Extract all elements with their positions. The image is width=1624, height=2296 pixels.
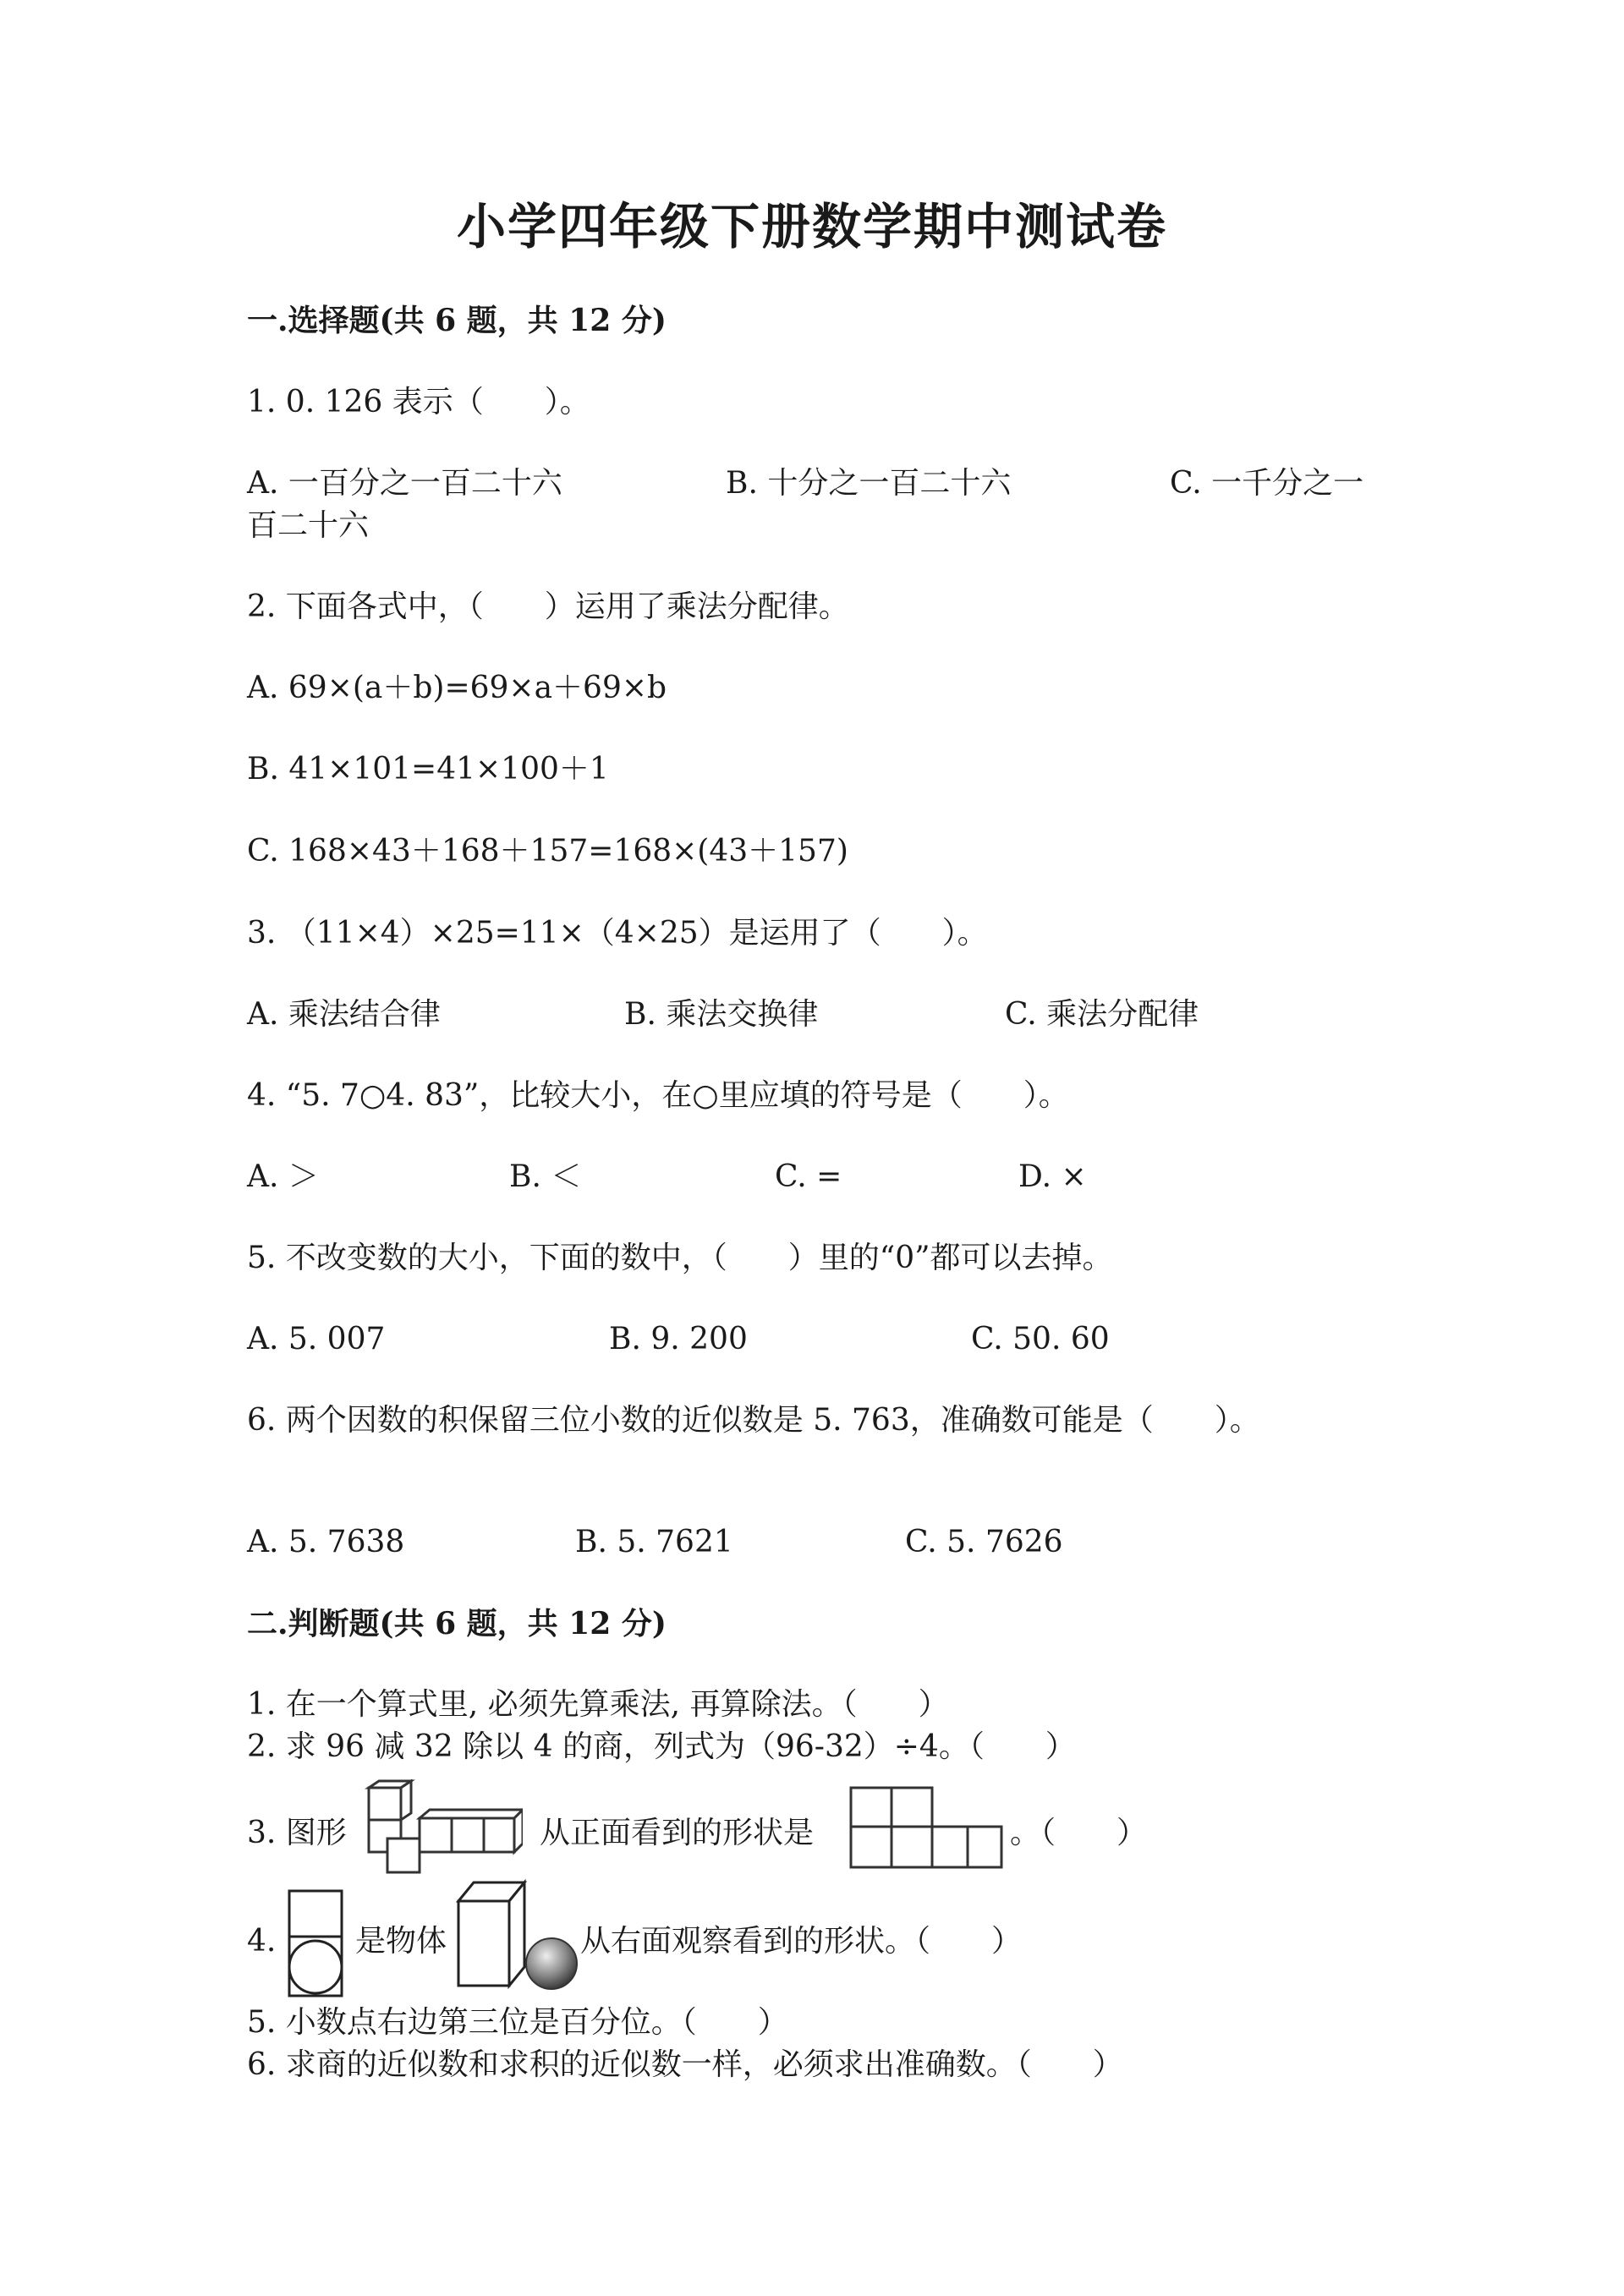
- section-heading-choice: 一.选择题(共 6 题，共 12 分): [247, 303, 667, 338]
- question-5-option-c: C. 50. 60: [971, 1322, 1110, 1356]
- question-6-option-b: B. 5. 7621: [575, 1525, 733, 1559]
- judgement-4-before: 4.: [247, 1924, 277, 1959]
- cube-stack-icon: [360, 1779, 523, 1877]
- judgement-4-after: 从右面观察看到的形状。（ ）: [580, 1924, 1023, 1959]
- question-4-option-c: C. =: [775, 1159, 842, 1194]
- judgement-3-middle: 从正面看到的形状是: [540, 1816, 815, 1850]
- question-2-option-c: C. 168×43＋168＋157=168×(43＋157): [247, 834, 848, 869]
- question-2-stem: 2. 下面各式中，（ ）运用了乘法分配律。: [247, 589, 849, 624]
- question-3-stem: 3. （11×4）×25=11×（4×25）是运用了（ ）。: [247, 916, 988, 951]
- judgement-1: 1. 在一个算式里, 必须先算乘法, 再算除法。（ ）: [247, 1687, 949, 1722]
- prism-and-ball-icon: [453, 1876, 580, 1994]
- question-1-option-c: C. 一千分之一: [1170, 466, 1364, 501]
- question-4-option-b: B. ＜: [509, 1159, 582, 1194]
- question-1-option-b: B. 十分之一百二十六: [726, 466, 1012, 501]
- judgement-3-after: 。（ ）: [1010, 1816, 1148, 1850]
- question-5-option-b: B. 9. 200: [609, 1322, 748, 1356]
- question-6-option-c: C. 5. 7626: [905, 1525, 1063, 1559]
- question-2-option-b: B. 41×101=41×100＋1: [247, 752, 609, 786]
- question-1-option-a: A. 一百分之一百二十六: [247, 466, 562, 501]
- question-6-stem: 6. 两个因数的积保留三位小数的近似数是 5. 763，准确数可能是（ ）。: [247, 1403, 1260, 1438]
- question-3-option-a: A. 乘法结合律: [247, 997, 441, 1032]
- judgement-5: 5. 小数点右边第三位是百分位。（ ）: [247, 2005, 788, 2040]
- question-4-option-a: A. ＞: [247, 1159, 319, 1194]
- question-1-stem: 1. 0. 126 表示（ ）。: [247, 385, 590, 419]
- judgement-2: 2. 求 96 减 32 除以 4 的商，列式为（96-32）÷4。（ ）: [247, 1729, 1076, 1764]
- question-6-option-a: A. 5. 7638: [247, 1525, 405, 1559]
- square-with-circle-icon: [284, 1886, 347, 2001]
- front-view-icon: [846, 1783, 1007, 1874]
- judgement-4-middle: 是物体: [355, 1924, 447, 1959]
- question-4-stem: 4. “5. 7○4. 83”，比较大小，在○里应填的符号是（ ）。: [247, 1078, 1069, 1113]
- question-5-stem: 5. 不改变数的大小，下面的数中，（ ）里的“0”都可以去掉。: [247, 1241, 1113, 1275]
- question-4-option-d: D. ×: [1018, 1159, 1087, 1194]
- question-1-option-c-wrap: 百二十六: [247, 508, 370, 543]
- question-3-option-b: B. 乘法交换律: [624, 997, 819, 1032]
- question-3-option-c: C. 乘法分配律: [1005, 997, 1199, 1032]
- question-2-option-a: A. 69×(a＋b)=69×a＋69×b: [247, 671, 667, 705]
- judgement-3-before: 3. 图形: [247, 1816, 347, 1850]
- page-title: 小学四年级下册数学期中测试卷: [456, 198, 1167, 255]
- section-heading-judgement: 二.判断题(共 6 题，共 12 分): [247, 1606, 667, 1641]
- judgement-6: 6. 求商的近似数和求积的近似数一样，必须求出准确数。（ ）: [247, 2047, 1123, 2082]
- question-5-option-a: A. 5. 007: [247, 1322, 386, 1356]
